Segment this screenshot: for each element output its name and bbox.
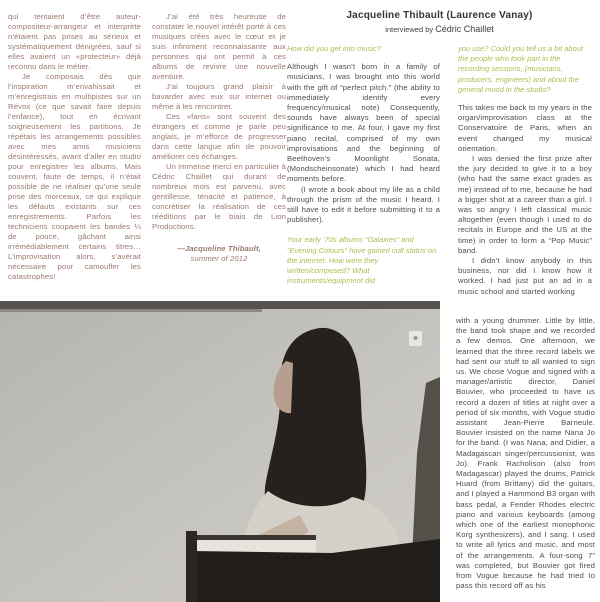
interview-question: How did you get into music?: [287, 44, 381, 53]
interview-answer: This takes me back to my years in the organ/improvisation class at the Conservatoire de Paris, when an event changed my musical orientation.: [458, 103, 592, 153]
interview-answer: (I wrote a book about my life as a child through the prism of the music I heard. I still have to edit it before submitting it to a publisher).: [287, 184, 440, 225]
french-paragraph: Ces «fans» sont souvent des étrangers et comme je parle peu anglais, je m’efforce de progresser dans cette langue afin de pouvoir améliorer ces échanges.: [152, 112, 286, 161]
signature-date: summer of 2012: [190, 254, 248, 263]
french-paragraph: J’ai toujours grand plaisir à bavarder avec eux sur internet ou même à les rencontrer.: [152, 82, 286, 111]
byline-prefix: interviewed by: [385, 25, 434, 34]
artist-photo: [0, 301, 440, 602]
artist-photo-illustration: [0, 301, 440, 602]
french-paragraph: qui tentaient d’être auteur-compositeur-arrangeur et interprète n’étaient pas prises au sérieux et systématiquement dénigrées, sauf si elles avaient un «protecteur» déjà reconnu dans le métier.: [8, 12, 141, 71]
french-column-2: [152, 12, 286, 264]
french-paragraph: J’ai été très heureuse de constater le nouvel intérêt porté à ces musiques crées avec le cœur et je suis infiniment reconnaissante aux personnes qui ont permit à ces albums de revivre une nouvelle aventure.: [152, 12, 286, 81]
signature-name: —Jacqueline Thibault,: [177, 244, 261, 253]
interview-header: [287, 10, 592, 34]
interview-answer-continued: with a young drummer. Little by little, the band took shape and we recorded a few demos. One afternoon, we learned that the three record labels we had sent our stuff to all wanted to sign us. We chose Vogue and signed with a manager/artistic director, Daniel Bouvier, who proceeded to have us record a dozen of titles at night over a period of six months, with Vogue studio assistant Jean-Pierre Barneule. Bouvier insisted on the name Nana Jo for the band. (I was Nana, and Didier, a Madagascan singer/percussionist, was Jo). Frank Racholison (also from Madagascar) played the drums, Patrick Huard (from Brittany) did the guitars, and I played a Hammond B3 organ with bass pedal, a Fender Rhodes electric piano and various keyboards (among which one of the earliest monophonic Korg synthesizers), and I sang. I used to write all lyrics and music, and most of the arrangements. A four-song 7” was completed, but Bouvier got fired from Vogue because he had tried to pass this record off as his: [456, 316, 595, 591]
interview-column-1: [287, 44, 440, 286]
interview-column-2: [458, 44, 592, 297]
interviewer-name: Cédric Chaillet: [435, 24, 494, 34]
photo-keyboard: [196, 539, 316, 553]
interview-answer: I was denied the first prize after the jury decided to give it to a boy (who had the same exact grades as me) instead of to me, because he had a bigger shot at a career than a girl. I was so angry I left classical music altogether (even though I used to do recitals in Europe and the US at the time) in order to form a “Pop Music” band.: [458, 154, 592, 255]
interview-column-3: [456, 316, 595, 591]
signature-block: [152, 244, 286, 264]
interview-question-continued: you use? Could you tell us a bit about the people who took part in the recording sessions, (musicians, producers, engineers) and about the general mood in the studio?: [458, 44, 584, 94]
photo-ceiling-line: [0, 301, 440, 309]
french-paragraph: Un immense merci en particulier à Cédric Chaillet qui durant de nombreux mois est parvenu, avec gentillesse, ténacité et patience, à concrétiser la réalisation de ces rééditions par le biais de Lion Productions.: [152, 162, 286, 231]
interview-answer: Although I wasn’t born in a family of musicians, I was brought into this world with the gift of “perfect pitch.” (the ability to immediately identify every frequency/musical note) Consequently, sounds have always been of special significance to me. At four, I gave my first piano recital, comprised of my own improvisations and the beginning of Beethoven’s Moonlight Sonata, (Mondscheinsonate) which I had heard moments before.: [287, 62, 440, 184]
interview-answer: I didn’t know anybody in this business, nor did I know how it worked. I had just put an ad in a music school and started working: [458, 256, 592, 296]
page-title: Jacqueline Thibault (Laurence Vanay): [346, 10, 533, 21]
french-column-1: [8, 12, 141, 282]
french-paragraph: Je composais dès que l’inspiration m’envahissait et m’enregistrais en multipistes sur un Révox (ce que savait faire depuis l’enfance), tout en écrivant soigneusement les partitions. Je répétais les arrangements possibles avec mes amis musiciens désintéressés, avant d’aller en studio pour enregistrer les albums. Mais souvent, faute de temps, il n’était possible de ne réaliser qu’une seule prise des morceaux, ce qui explique les défauts existants sur ces enregistrements. Parfois les techniciens coupaient les bandes ¼ de pouce, gâchant ainsi irrémédiablement certains titres… L’improvisation alors, s’avérait nécessaire pour camoufler les catastrophes!: [8, 72, 141, 281]
interview-question: Your early ’70s albums “Galaxies” and “Evening Colours” have gained cult status on the internet. How were they written/composed? What instruments/equipment did: [287, 235, 437, 286]
interview-byline: [287, 24, 592, 34]
